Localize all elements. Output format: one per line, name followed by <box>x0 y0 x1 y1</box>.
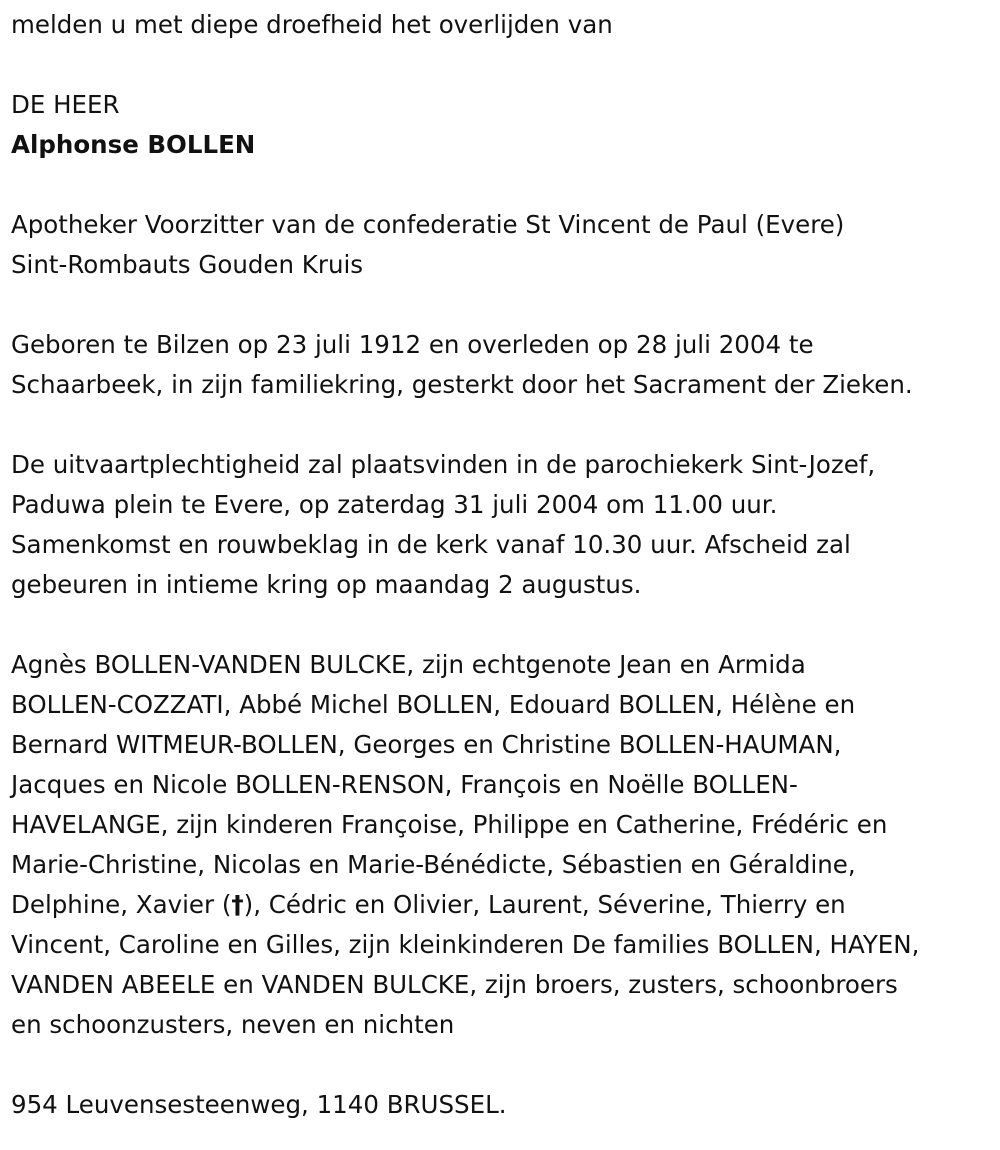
birth-death-line: Schaarbeek, in zijn familiekring, gesterkt door het Sacrament der Zieken. <box>11 370 913 399</box>
family-line: HAVELANGE, zijn kinderen Françoise, Philippe en Catherine, Frédéric en <box>11 810 888 839</box>
family-line: Jacques en Nicole BOLLEN-RENSON, François en Noëlle BOLLEN- <box>11 770 798 799</box>
address: 954 Leuvensesteenweg, 1140 BRUSSEL. <box>11 1090 507 1119</box>
funeral-line: Paduwa plein te Evere, op zaterdag 31 juli 2004 om 11.00 uur. <box>11 490 778 519</box>
family-line: Vincent, Caroline en Gilles, zijn kleinkinderen De families BOLLEN, HAYEN, <box>11 930 920 959</box>
spacer <box>11 45 996 85</box>
family-line: Agnès BOLLEN-VANDEN BULCKE, zijn echtgenote Jean en Armida <box>11 650 806 679</box>
titles-line: Apotheker Voorzitter van de confederatie St Vincent de Paul (Evere) <box>11 210 845 239</box>
obituary-notice <box>11 5 996 1125</box>
family-text: ), Cédric en Olivier, Laurent, Séverine, Thierry en <box>243 890 846 919</box>
family-line <box>11 885 996 925</box>
funeral-line: gebeuren in intieme kring op maandag 2 augustus. <box>11 570 642 599</box>
family-line: BOLLEN-COZZATI, Abbé Michel BOLLEN, Edouard BOLLEN, Hélène en <box>11 690 856 719</box>
spacer <box>11 285 996 325</box>
birth-death-line: Geboren te Bilzen op 23 juli 1912 en overleden op 28 juli 2004 te <box>11 330 814 359</box>
family-text: Delphine, Xavier ( <box>11 890 232 919</box>
spacer <box>11 405 996 445</box>
spacer <box>11 165 996 205</box>
family-line: Bernard WITMEUR-BOLLEN, Georges en Christine BOLLEN-HAUMAN, <box>11 730 842 759</box>
deceased-name: Alphonse BOLLEN <box>11 130 256 159</box>
funeral-line: De uitvaartplechtigheid zal plaatsvinden in de parochiekerk Sint-Jozef, <box>11 450 876 479</box>
titles-line: Sint-Rombauts Gouden Kruis <box>11 250 364 279</box>
family-line: VANDEN ABEELE en VANDEN BULCKE, zijn broers, zusters, schoonbroers <box>11 970 898 999</box>
intro-text: melden u met diepe droefheid het overlijden van <box>11 10 613 39</box>
family-line: Marie-Christine, Nicolas en Marie-Bénédicte, Sébastien en Géraldine, <box>11 850 856 879</box>
spacer <box>11 1045 996 1085</box>
funeral-line: Samenkomst en rouwbeklag in de kerk vanaf 10.30 uur. Afscheid zal <box>11 530 851 559</box>
family-line: en schoonzusters, neven en nichten <box>11 1010 455 1039</box>
spacer <box>11 605 996 645</box>
cross-icon: † <box>231 890 244 919</box>
salutation: DE HEER <box>11 90 120 119</box>
